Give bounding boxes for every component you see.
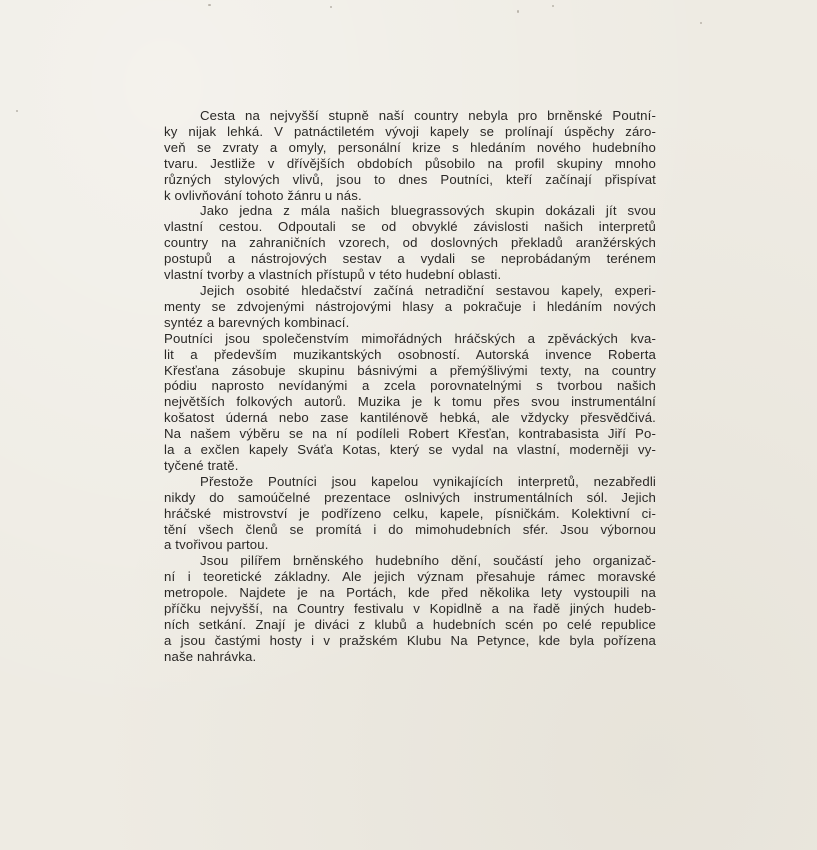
text-line: vlastní cestou. Odpoutali se od obvyklé závislosti našich interpretů (164, 219, 656, 235)
text-line: veň se zvraty a omyly, personální krize s hledáním nového hudebního (164, 139, 656, 155)
text-line: postupů a nástrojových sestav a vydali se neprobádaným terénem (164, 251, 656, 267)
paper-speck (208, 4, 211, 6)
text-line: Cesta na nejvyšší stupně naší country nebyla pro brněnské Poutní- (200, 108, 656, 123)
text-line: naše nahrávka. (164, 648, 257, 664)
text-line: vlastní tvorby a vlastních přístupů v této hudební oblasti. (164, 267, 502, 283)
text-line: tění všech členů se promítá i do mimohudebních sfér. Jsou výbornou (164, 521, 656, 537)
paragraph (164, 331, 656, 474)
text-line: nikdy do samoúčelné prezentace oslnivých instrumentálních sól. Jejich (164, 489, 656, 505)
text-line: hráčské mistrovství je podřízeno celku, kapele, písničkám. Kolektivní ci- (164, 505, 656, 521)
paper-speck (700, 22, 702, 24)
text-line: největších folkových autorů. Muzika je k tomu přes svou instrumentální (164, 394, 656, 410)
text-line: Jejich osobité hledačství začíná netradiční sestavou kapely, experi- (200, 282, 656, 298)
text-line: menty se zdvojenými nástrojovými hlasy a pokračuje i hledáním nových (164, 298, 656, 314)
paragraph (164, 283, 656, 331)
text-line: tyčené tratě. (164, 457, 239, 473)
text-line: Poutníci jsou společenstvím mimořádných hráčských a zpěváckých kva- (164, 330, 656, 346)
paper-speck (517, 10, 519, 13)
text-line: tvaru. Jestliže v dřívějších obdobích působilo na profil skupiny mnoho (164, 155, 656, 171)
text-line: a tvořivou partou. (164, 537, 269, 553)
text-line: Jsou pilířem brněnského hudebního dění, součástí jeho organizač- (200, 553, 656, 569)
text-line: ky nijak lehká. V patnáctiletém vývoji kapely se prolínají úspěchy záro- (164, 123, 656, 139)
text-line: la a exčlen kapely Sváťa Kotas, který se vydal na vlastní, moderněji vy- (164, 442, 656, 458)
paragraph (164, 553, 656, 664)
text-line: metropole. Najdete je na Portách, kde před několika lety vystoupili na (164, 585, 656, 601)
paragraph (164, 108, 656, 203)
paragraph (164, 203, 656, 283)
text-line: příčku nejvyšší, na Country festivalu v Kopidlně a na řadě jiných hudeb- (164, 601, 656, 617)
text-line: ních setkání. Znají je diváci z klubů a hudebních scén po celé republice (164, 617, 656, 632)
text-line: syntéz a barevných kombinací. (164, 314, 350, 330)
text-line: lit a především muzikantských osobností. Autorská invence Roberta (164, 346, 656, 362)
paragraph (164, 474, 656, 554)
body-text (164, 108, 656, 665)
text-line: country na zahraničních vzorech, od doslovných překladů aranžérských (164, 235, 656, 251)
text-line: Jako jedna z mála našich bluegrassových skupin dokázali jít svou (200, 203, 656, 219)
text-line: Na našem výběru se na ní podíleli Robert Křesťan, kontrabasista Jiří Po- (164, 426, 656, 442)
paper-speck (330, 6, 332, 8)
text-line: Křesťana zásobuje skupinu básnivými a přemýšlivými texty, na country (164, 362, 656, 378)
text-line: k ovlivňování tohoto žánru u nás. (164, 187, 362, 203)
text-line: různých stylových vlivů, jsou to dnes Poutníci, kteří začínají přispívat (164, 171, 656, 187)
text-line: a jsou častými hosty i v pražském Klubu Na Petynce, kde byla pořízena (164, 632, 656, 648)
text-line: košatost úderná nebo zase kantilénově hebká, ale vždycky přesvědčivá. (164, 410, 656, 426)
paper-speck (552, 5, 554, 7)
paper-speck (16, 110, 18, 112)
text-line: Přestože Poutníci jsou kapelou vynikajících interpretů, nezabředli (200, 473, 656, 489)
text-line: pódiu naprosto nevídanými a zcela porovnatelnými s tvorbou našich (164, 378, 656, 394)
text-line: ní i teoretické základny. Ale jejich význam přesahuje rámec moravské (164, 569, 656, 585)
